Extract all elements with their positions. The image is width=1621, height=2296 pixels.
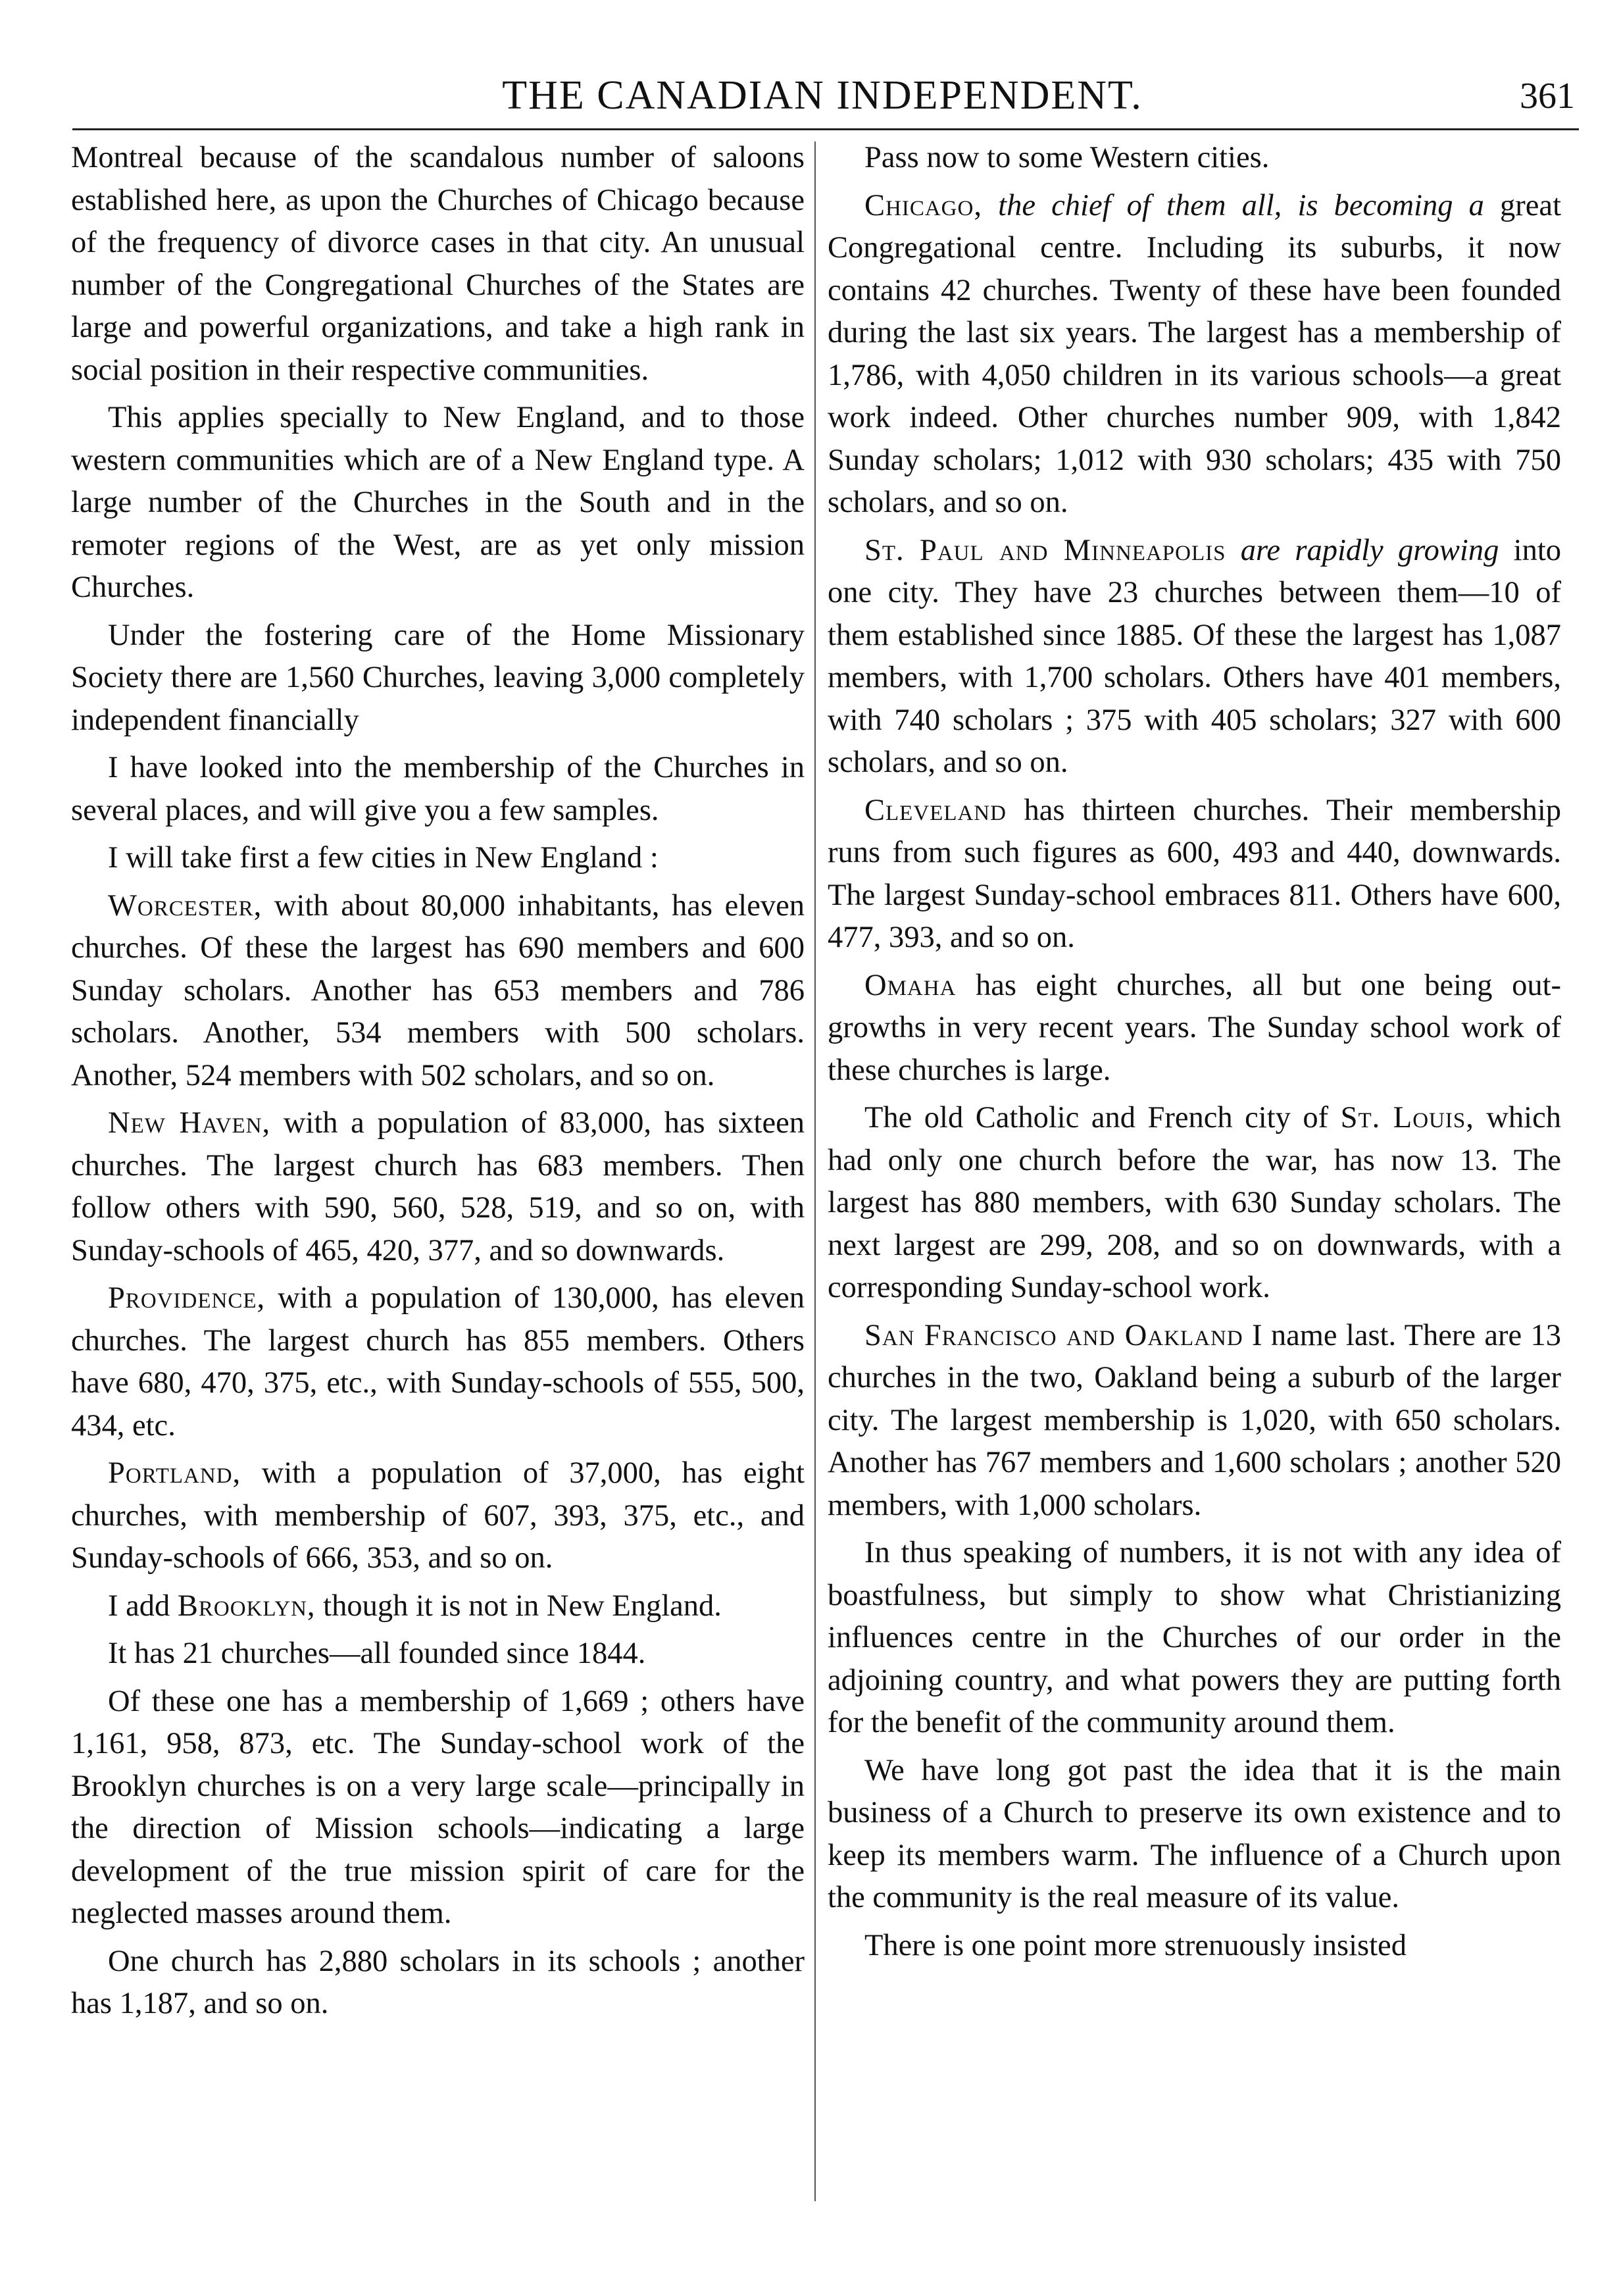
paragraph: One church has 2,880 scholars in its schools ; another has 1,187, and so on. xyxy=(71,1944,805,2020)
paragraph: I add Brooklyn, though it is not in New England. xyxy=(108,1589,722,1623)
city-name: St. Paul and Minneapolis xyxy=(864,533,1226,567)
city-name: San Francisco and Oakland xyxy=(864,1318,1243,1352)
paragraph: Worcester, with about 80,000 inhabitants, has eleven churches. Of these the largest has 690 members and 600 Sunday scholars. Another has 653 members and 786 scholars. Another, 534 members with 500 scholars. Another, 524 members with 502 scholars, and so on. xyxy=(71,888,805,1092)
paragraph: This applies specially to New England, and to those western communities which are of a New England type. A large number of the Churches in the South and in the remoter regions of the West, are as yet only mission Churches. xyxy=(71,401,805,604)
paragraph: Chicago, the chief of them all, is becoming a great Congregational centre. Including its suburbs, it now contains 42 churches. Twenty of these have been founded during the last six years. The largest has a membership of 1,786, with 4,050 children in its various schools—a great work indeed. Other churches number 909, with 1,842 Sunday scholars; 1,012 with 930 scholars; 435 with 750 scholars, and so on. xyxy=(828,188,1561,519)
paragraph: In thus speaking of numbers, it is not with any idea of boastfulness, but simply to show what Christianizing influences centre in the Churches of our order in the adjoining country, and what powers they are putting forth for the benefit of the community around them. xyxy=(828,1536,1561,1739)
paragraph: There is one point more strenuously insisted xyxy=(864,1928,1407,1962)
column-divider xyxy=(814,141,816,2201)
paragraph: Of these one has a membership of 1,669 ; others have 1,161, 958, 873, etc. The Sunday-school work of the Brooklyn churches is on a very large scale—principally in the direction of Mission schools—indicating a large development of the true mission spirit of care for the neglected masses around them. xyxy=(71,1684,805,1930)
paragraph: I will take first a few cities in New England : xyxy=(108,841,659,875)
city-name: Worcester, xyxy=(108,888,262,923)
city-name: Cleveland xyxy=(864,793,1007,827)
paragraph: Pass now to some Western cities. xyxy=(864,141,1270,174)
paragraph: St. Paul and Minneapolis are rapidly growing into one city. They have 23 churches between them—10 of them established since 1885. Of these the largest has 1,087 members, with 1,700 scholars. Others have 401 members, with 740 scholars ; 375 with 405 scholars; 327 with 600 scholars, and so on. xyxy=(828,533,1561,779)
running-title: THE CANADIAN INDEPENDENT. xyxy=(502,73,1143,118)
city-name: Chicago, xyxy=(864,188,982,222)
header-rule xyxy=(72,128,1579,130)
paragraph: New Haven, with a population of 83,000, has sixteen churches. The largest church has 683 members. Then follow others with 590, 560, 528, 519, and so on, with Sunday-schools of 465, 420, 377, and so downwards. xyxy=(71,1106,805,1267)
city-name: Providence, xyxy=(108,1281,266,1315)
paragraph: Omaha has eight churches, all but one being out-growths in very recent years. The Sunday school work of these churches is large. xyxy=(828,968,1561,1087)
paragraph: Providence, with a population of 130,000, has eleven churches. The largest church has 855 members. Others have 680, 470, 375, etc., with Sunday-schools of 555, 500, 434, etc. xyxy=(71,1281,805,1442)
paragraph: San Francisco and Oakland I name last. There are 13 churches in the two, Oakland being a suburb of the larger city. The largest membership is 1,020, with 650 scholars. Another has 767 members and 1,600 scholars ; another 520 members, with 1,000 scholars. xyxy=(828,1318,1561,1522)
paragraph: We have long got past the idea that it is the main business of a Church to preserve its own existence and to keep its members warm. The influence of a Church upon the community is the real measure of its value. xyxy=(828,1753,1561,1914)
paragraph: Cleveland has thirteen churches. Their membership runs from such figures as 600, 493 and 440, downwards. The largest Sunday-school embraces 811. Others have 600, 477, 393, and so on. xyxy=(828,793,1561,954)
paragraph: Under the fostering care of the Home Missionary Society there are 1,560 Churches, leaving 3,000 completely independent financially xyxy=(71,618,805,737)
city-name: New Haven, xyxy=(108,1106,271,1140)
city-name: Brooklyn, xyxy=(177,1589,316,1623)
page-number: 361 xyxy=(1520,76,1575,116)
right-column xyxy=(828,137,1561,1972)
paragraph: I have looked into the membership of the Churches in several places, and will give you a few samples. xyxy=(71,751,805,827)
paragraph: Portland, with a population of 37,000, has eight churches, with membership of 607, 393, 375, etc., and Sunday-schools of 666, 353, and so on. xyxy=(71,1456,805,1575)
city-name: Omaha xyxy=(864,968,957,1002)
page-header xyxy=(66,72,1579,125)
city-name: Portland, xyxy=(108,1456,241,1490)
left-column xyxy=(71,137,805,2031)
paragraph: It has 21 churches—all founded since 1844. xyxy=(108,1637,646,1670)
paragraph: The old Catholic and French city of St. Louis, which had only one church before the war, has now 13. The largest has 880 members, with 630 Sunday scholars. The next largest are 299, 208, and so on downwards, with a corresponding Sunday-school work. xyxy=(828,1101,1561,1304)
city-name: St. Louis, xyxy=(1340,1101,1474,1135)
paragraph: Montreal because of the scandalous number of saloons established here, as upon the Churches of Chicago because of the frequency of divorce cases in that city. An unusual number of the Congregational Churches of the States are large and powerful organizations, and take a high rank in social position in their respective communities. xyxy=(71,141,805,387)
